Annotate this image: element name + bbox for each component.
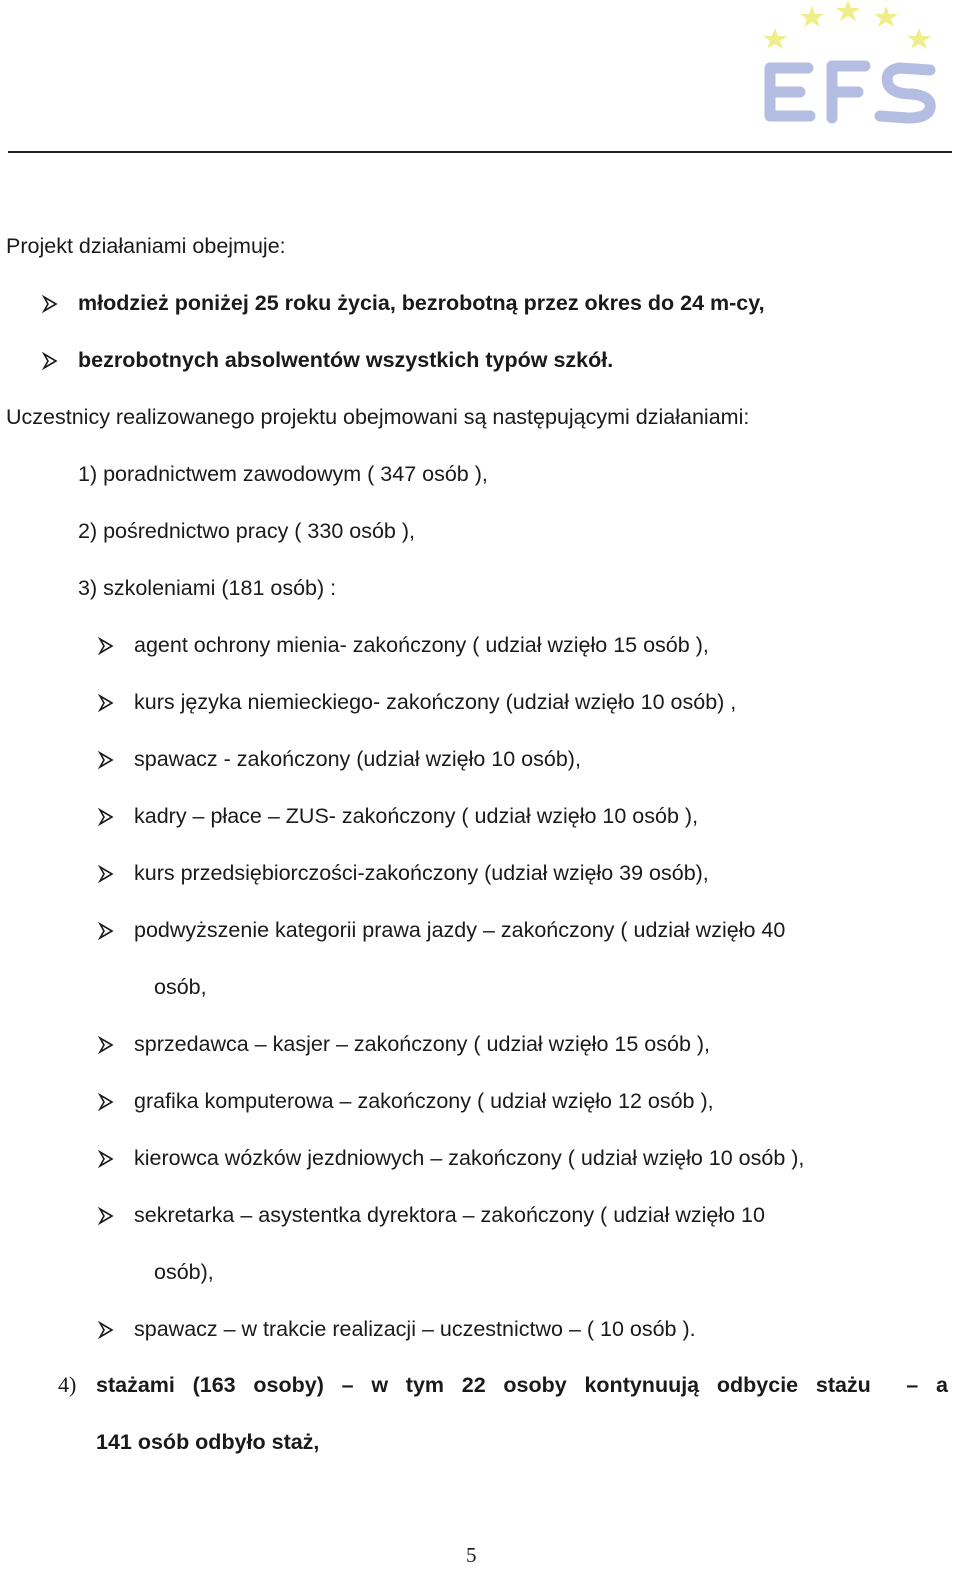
training-item: sekretarka – asystentka dyrektora – zakończony ( udział wzięło 10 [134, 1203, 765, 1227]
training-item-continuation: osób, [154, 975, 207, 999]
training-item: kurs języka niemieckiego- zakończony (udział wzięło 10 osób) , [134, 690, 737, 714]
internship-number: 4) [58, 1372, 77, 1397]
internship-word: osoby [503, 1373, 567, 1397]
arrow-bullet-icon [96, 807, 116, 827]
training-item: kurs przedsiębiorczości-zakończony (udział wzięło 39 osób), [134, 861, 709, 885]
training-item: podwyższenie kategorii prawa jazdy – zakończony ( udział wzięło 40 [134, 918, 786, 942]
arrow-bullet-icon [96, 1035, 116, 1055]
arrow-bullet-icon [40, 294, 60, 314]
training-item: sprzedawca – kasjer – zakończony ( udział wzięło 15 osób ), [134, 1032, 711, 1056]
training-item: agent ochrony mienia- zakończony ( udział wzięło 15 osób ), [134, 633, 709, 657]
internship-word: – [906, 1373, 919, 1397]
logo-stars [763, 0, 931, 49]
internship-word: odbycie [716, 1373, 799, 1397]
arrow-bullet-icon [96, 750, 116, 770]
internship-word: kontynuują [584, 1373, 700, 1397]
internship-line [96, 1371, 948, 1399]
efs-logo [760, 0, 955, 130]
arrow-bullet-icon [96, 1206, 116, 1226]
training-item-continuation: osób), [154, 1260, 214, 1284]
target-group-item: bezrobotnych absolwentów wszystkich typów szkół. [78, 348, 614, 372]
logo-letters [770, 66, 930, 118]
arrow-bullet-icon [96, 1149, 116, 1169]
internship-word: w [371, 1373, 389, 1397]
action-item: 2) pośrednictwo pracy ( 330 osób ), [78, 519, 415, 543]
training-item: grafika komputerowa – zakończony ( udział wzięło 12 osób ), [134, 1089, 714, 1113]
arrow-bullet-icon [96, 1092, 116, 1112]
participants-intro: Uczestnicy realizowanego projektu obejmowani są następującymi działaniami: [6, 405, 750, 429]
page-number: 5 [466, 1543, 477, 1567]
intro-text: Projekt działaniami obejmuje: [6, 234, 286, 258]
training-item: kierowca wózków jezdniowych – zakończony ( udział wzięło 10 osób ), [134, 1146, 805, 1170]
internship-word: stażu [815, 1373, 871, 1397]
training-item: spawacz - zakończony (udział wzięło 10 osób), [134, 747, 581, 771]
action-item: 3) szkoleniami (181 osób) : [78, 576, 337, 600]
internship-word: stażami [96, 1373, 175, 1397]
arrow-bullet-icon [40, 351, 60, 371]
internship-word: tym [405, 1373, 445, 1397]
arrow-bullet-icon [96, 693, 116, 713]
internship-word: 22 [461, 1373, 486, 1397]
internship-line-2: 141 osób odbyło staż, [96, 1430, 320, 1454]
arrow-bullet-icon [96, 1320, 116, 1340]
arrow-bullet-icon [96, 636, 116, 656]
internship-word: osoby) [253, 1373, 324, 1397]
header-rule [8, 151, 952, 153]
arrow-bullet-icon [96, 921, 116, 941]
training-item: spawacz – w trakcie realizacji – uczestnictwo – ( 10 osób ). [134, 1317, 696, 1341]
action-item: 1) poradnictwem zawodowym ( 347 osób ), [78, 462, 488, 486]
training-item: kadry – płace – ZUS- zakończony ( udział wzięło 10 osób ), [134, 804, 699, 828]
internship-word: – [341, 1373, 354, 1397]
internship-word: (163 [192, 1373, 236, 1397]
internship-word: a [936, 1373, 948, 1397]
arrow-bullet-icon [96, 864, 116, 884]
target-group-item: młodzież poniżej 25 roku życia, bezrobotną przez okres do 24 m-cy, [78, 291, 765, 315]
